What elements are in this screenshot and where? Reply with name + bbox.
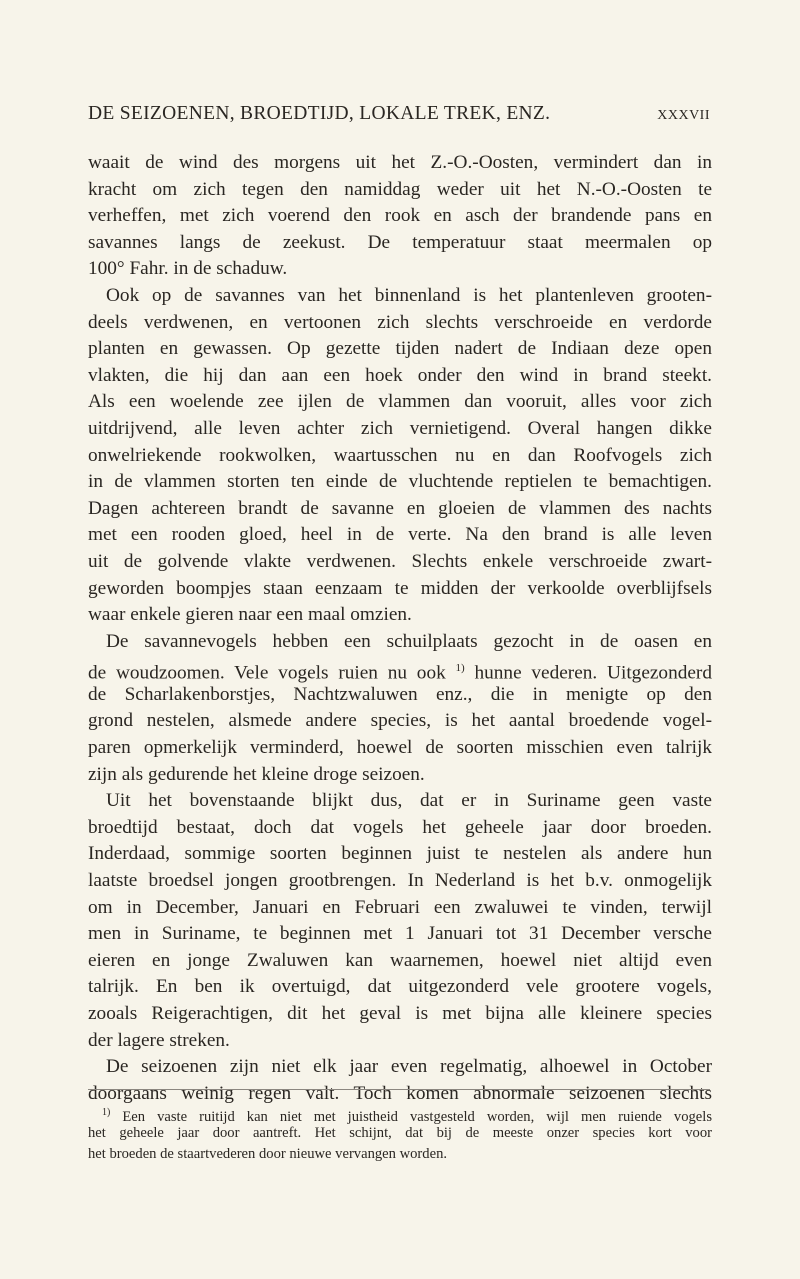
text-line: men in Suriname, te beginnen met 1 Januari tot 31 December versche	[88, 923, 712, 945]
running-header	[88, 103, 710, 125]
text-line: kracht om zich tegen den namiddag weder uit het N.-O.-Oosten te	[88, 178, 712, 200]
footnote	[88, 1102, 712, 1165]
text-line: verheffen, met zich voerend den rook en asch der brandende pans en	[88, 205, 712, 227]
footnote-marker: 1)	[102, 1107, 111, 1118]
paragraph-start-line: De seizoenen zijn niet elk jaar even regelmatig, alhoewel in October	[106, 1056, 712, 1078]
text-line: Inderdaad, sommige soorten beginnen juist te nestelen als andere hun	[88, 843, 712, 865]
text-line: laatste broedsel jongen grootbrengen. In Nederland is het b.v. onmogelijk	[88, 870, 712, 892]
text-line: savannes langs de zeekust. De temperatuur staat meermalen op	[88, 231, 712, 253]
footnote-line	[88, 1102, 712, 1123]
footnote-reference[interactable]: 1)	[455, 662, 465, 675]
text-line-with-footnote	[88, 655, 712, 682]
text-line: doorgaans weinig regen valt. Toch komen abnormale seizoenen slechts	[88, 1082, 712, 1104]
text-line: broedtijd bestaat, doch dat vogels het geheele jaar door broeden.	[88, 816, 712, 838]
text-line: eieren en jonge Zwaluwen kan waarnemen, hoewel niet altijd even	[88, 949, 712, 971]
text-segment: de woudzoomen. Vele vogels ruien nu ook	[88, 662, 446, 684]
text-line: Dagen achtereen brandt de savanne en gloeien de vlammen des nachts	[88, 497, 712, 519]
footnote-line: het broeden de staartvederen door nieuwe vervangen worden.	[88, 1146, 448, 1162]
text-line: waait de wind des morgens uit het Z.-O.-Oosten, vermindert dan in	[88, 152, 712, 173]
text-line: zooals Reigerachtigen, dit het geval is met bijna alle kleinere species	[88, 1003, 712, 1024]
text-line: geworden boompjes staan eenzaam te midden der verkoolde overblijfsels	[88, 577, 712, 599]
text-line: met een rooden gloed, heel in de verte. Na den brand is alle leven	[88, 524, 712, 546]
text-line: Als een woelende zee ijlen de vlammen dan vooruit, alles voor zich	[88, 391, 712, 413]
footnote-line: het geheele jaar door aantreft. Het schijnt, dat bij de meeste onzer species kort voor	[88, 1125, 712, 1141]
paragraph-start-line: De savannevogels hebben een schuilplaats gezocht in de oasen en	[106, 630, 712, 652]
text-line: talrijk. En ben ik overtuigd, dat uitgezonderd vele grootere vogels,	[88, 976, 712, 998]
text-line: in de vlammen storten ten einde de vluchtende reptielen te bemachtigen.	[88, 471, 712, 493]
text-line: grond nestelen, alsmede andere species, is het aantal broedende vogel-	[88, 710, 712, 732]
text-line: onwelriekende rookwolken, waartusschen nu en dan Roofvogels zich	[88, 444, 712, 466]
text-line: om in December, Januari en Februari een zwaluwei te vinden, terwijl	[88, 896, 712, 918]
text-line: paren opmerkelijk verminderd, hoewel de soorten misschien even talrijk	[88, 737, 712, 759]
body-text	[88, 150, 712, 1107]
paragraph-start-line: Uit het bovenstaande blijkt dus, dat er in Suriname geen vaste	[106, 790, 712, 812]
text-segment: hunne vederen. Uitgezonderd	[474, 662, 712, 684]
footnote-divider	[88, 1089, 710, 1090]
text-line: planten en gewassen. Op gezette tijden nadert de Indiaan deze open	[88, 338, 712, 360]
text-line: de Scharlakenborstjes, Nachtzwaluwen enz., die in menigte op den	[88, 683, 712, 705]
page-number: XXXVII	[657, 108, 710, 123]
text-line: zijn als gedurende het kleine droge seizoen.	[88, 763, 425, 785]
text-line: der lagere streken.	[88, 1029, 230, 1051]
text-line: vlakten, die hij dan aan een hoek onder den wind in brand steekt.	[88, 364, 712, 386]
text-line: uit de golvende vlakte verdwenen. Slechts enkele verschroeide zwart-	[88, 550, 712, 572]
running-title: DE SEIZOENEN, BROEDTIJD, LOKALE TREK, ENZ.	[88, 103, 551, 124]
text-line: uitdrijvend, alle leven achter zich vernietigend. Overal hangen dikke	[88, 417, 712, 439]
text-line: 100° Fahr. in de schaduw.	[88, 258, 288, 280]
text-line: deels verdwenen, en vertoonen zich slechts verschroeide en verdorde	[88, 311, 712, 333]
footnote-text: Een vaste ruitijd kan niet met juistheid vastgesteld worden, wijl men ruiende vogels	[122, 1108, 713, 1125]
paragraph-start-line: Ook op de savannes van het binnenland is het plantenleven grooten-	[106, 284, 712, 306]
text-line: waar enkele gieren naar een maal omzien.	[88, 604, 412, 626]
